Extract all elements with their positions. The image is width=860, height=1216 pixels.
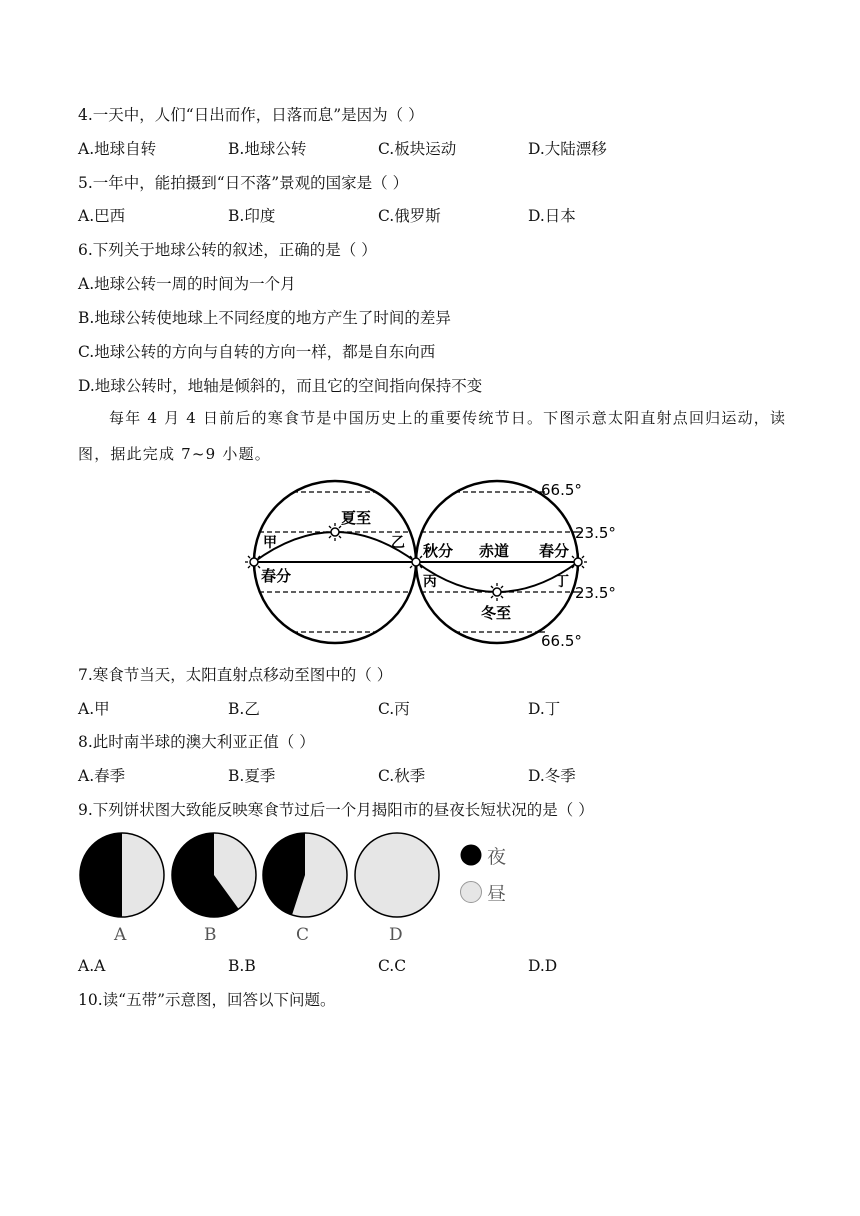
q9-option-d[interactable]: D.D xyxy=(528,957,558,975)
q6-option-b[interactable]: B.地球公转使地球上不同经度的地方产生了时间的差异 xyxy=(78,309,451,327)
q4-option-b[interactable]: B.地球公转 xyxy=(228,140,307,158)
q5-option-d[interactable]: D.日本 xyxy=(528,207,576,225)
pie-caption-c: C xyxy=(296,925,310,945)
pie-caption-b: B xyxy=(204,925,217,945)
q7-stem: 7.寒食节当天，太阳直射点移动至图中的（ ） xyxy=(78,666,393,684)
pie-a xyxy=(80,833,164,917)
q5-option-a[interactable]: A.巴西 xyxy=(78,207,126,225)
label-summer: 夏至 xyxy=(341,509,372,527)
q7-option-a[interactable]: A.甲 xyxy=(78,700,110,718)
q8-option-c[interactable]: C.秋季 xyxy=(378,767,426,785)
q5-stem: 5.一年中，能拍摄到“日不落”景观的国家是（ ） xyxy=(78,174,409,192)
sun-icon-spring-right xyxy=(569,553,587,571)
q9-stem: 9.下列饼状图大致能反映寒食节过后一个月揭阳市的昼夜长短状况的是（ ） xyxy=(78,801,594,819)
label-lat-23-south: 23.5° xyxy=(575,584,616,602)
q4-option-d[interactable]: D.大陆漂移 xyxy=(528,140,607,158)
q9-option-c[interactable]: C.C xyxy=(378,957,407,975)
label-ding: 丁 xyxy=(555,574,569,590)
q4-option-c[interactable]: C.板块运动 xyxy=(378,140,457,158)
label-spring-left: 春分 xyxy=(261,567,292,585)
pie-b xyxy=(172,833,256,917)
q8-option-d[interactable]: D.冬季 xyxy=(528,767,576,785)
q10-stem: 10.读“五带”示意图，回答以下问题。 xyxy=(78,991,336,1009)
q6-option-d[interactable]: D.地球公转时，地轴是倾斜的，而且它的空间指向保持不变 xyxy=(78,377,483,395)
pie-c xyxy=(263,833,347,917)
pie-d xyxy=(355,833,439,917)
label-lat-23-north: 23.5° xyxy=(575,524,616,542)
q5-option-b[interactable]: B.印度 xyxy=(228,207,276,225)
q6-stem: 6.下列关于地球公转的叙述，正确的是（ ） xyxy=(78,241,377,259)
legend-day-label: 昼 xyxy=(487,883,507,905)
q8-stem: 8.此时南半球的澳大利亚正值（ ） xyxy=(78,733,315,751)
day-night-pie-charts xyxy=(70,825,530,925)
label-autumn: 秋分 xyxy=(423,542,454,560)
q8-option-a[interactable]: A.春季 xyxy=(78,767,126,785)
q6-option-a[interactable]: A.地球公转一周的时间为一个月 xyxy=(78,275,296,293)
label-yi: 乙 xyxy=(391,535,405,551)
sun-icon-winter xyxy=(488,583,506,601)
q7-option-c[interactable]: C.丙 xyxy=(378,700,410,718)
q9-option-b[interactable]: B.B xyxy=(228,957,256,975)
q9-option-a[interactable]: A.A xyxy=(78,957,106,975)
intro-paragraph: 每年 4 月 4 日前后的寒食节是中国历史上的重要传统节日。下图示意太阳直射点回归运动，读图，据此完成 7~9 小题。 xyxy=(78,409,787,463)
label-winter: 冬至 xyxy=(481,604,512,622)
q4-option-a[interactable]: A.地球自转 xyxy=(78,140,157,158)
q6-option-c[interactable]: C.地球公转的方向与自转的方向一样，都是自东向西 xyxy=(78,343,436,361)
q7-option-b[interactable]: B.乙 xyxy=(228,700,260,718)
q7-option-d[interactable]: D.丁 xyxy=(528,700,561,718)
legend-day-swatch xyxy=(459,880,483,904)
label-lat-66-top: 66.5° xyxy=(541,481,582,499)
pie-caption-a: A xyxy=(114,925,127,945)
q8-option-b[interactable]: B.夏季 xyxy=(228,767,276,785)
label-lat-66-bottom: 66.5° xyxy=(541,632,582,648)
label-jia: 甲 xyxy=(263,535,277,551)
solar-migration-diagram xyxy=(245,478,625,648)
label-spring-right: 春分 xyxy=(539,542,570,560)
q4-stem: 4.一天中，人们“日出而作，日落而息”是因为（ ） xyxy=(78,106,424,124)
label-equator: 赤道 xyxy=(479,542,510,560)
legend-night-label: 夜 xyxy=(487,846,507,868)
label-bing: 丙 xyxy=(423,574,437,590)
legend-night-swatch xyxy=(459,843,483,867)
q5-option-c[interactable]: C.俄罗斯 xyxy=(378,207,441,225)
pie-night-slice xyxy=(80,833,122,917)
pie-caption-d: D xyxy=(389,925,403,945)
